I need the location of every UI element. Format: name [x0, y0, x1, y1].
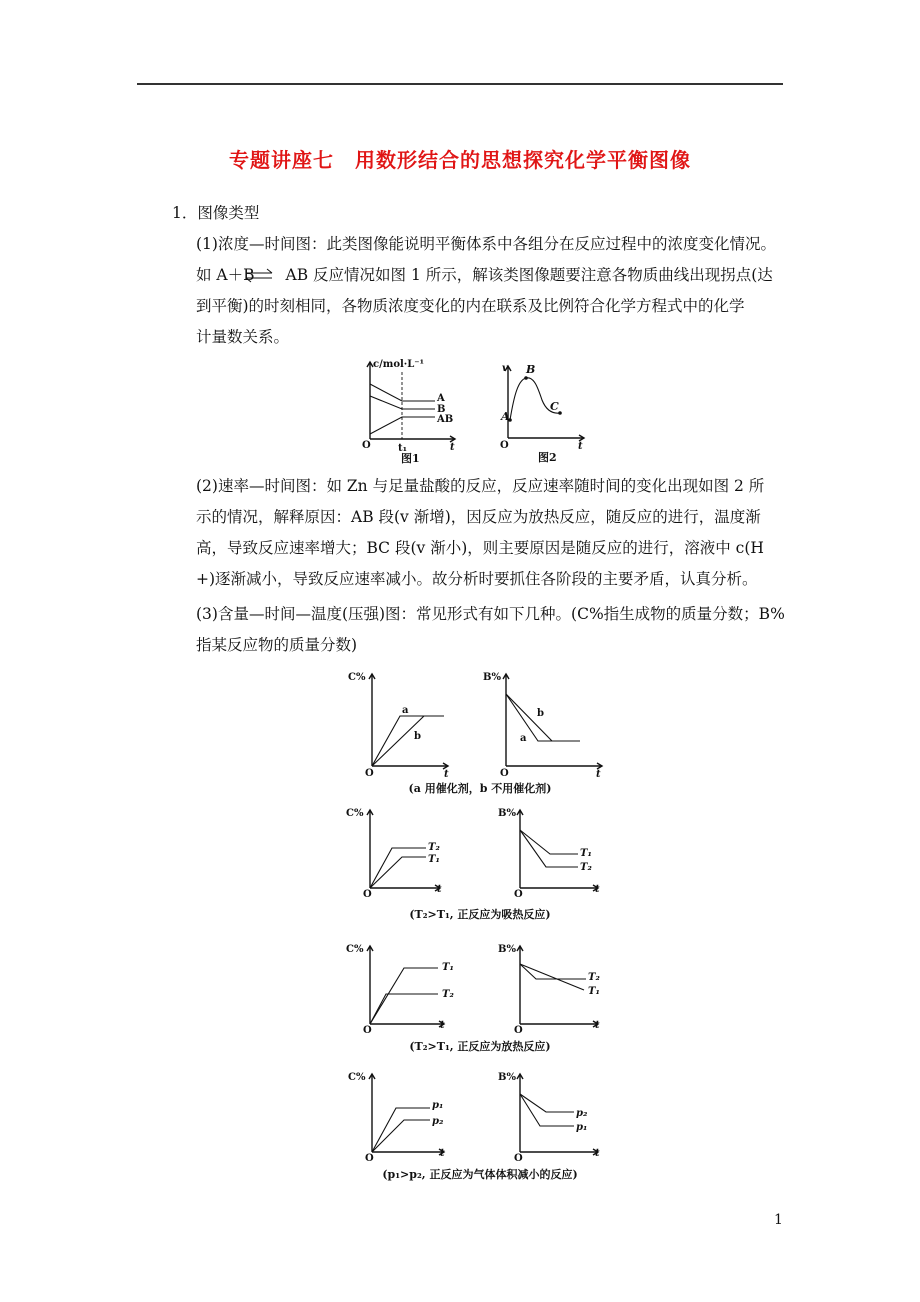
pres-left-label-p1: p₁ — [432, 1100, 444, 1111]
fig1-ylabel: c/mol·L⁻¹ — [373, 359, 424, 370]
cat-right-curve-b — [506, 694, 552, 741]
fig1-caption: 图1 — [401, 452, 420, 465]
fig1-origin: O — [362, 440, 371, 451]
endo-right-label-T1: T₁ — [580, 848, 592, 859]
fig2-xlabel: t — [578, 441, 583, 452]
exo-left-ylabel: C% — [346, 944, 364, 955]
fig1-label-A: A — [437, 393, 445, 404]
figure-row-pressure — [340, 1064, 620, 1188]
header-rule — [137, 83, 783, 85]
pres-right-label-p2: p₂ — [576, 1108, 588, 1119]
pres-right-origin: O — [514, 1153, 523, 1164]
para2-line1: (2)速率—时间图：如 Zn 与足量盐酸的反应，反应速率随时间的变化出现如图 2 所 — [196, 477, 765, 495]
figure-row-catalyst — [340, 664, 620, 798]
cat-right-origin: O — [500, 768, 509, 779]
pres-right-ylabel: B% — [498, 1072, 516, 1083]
fig1-label-B: B — [437, 404, 446, 415]
page-title: 专题讲座七 用数形结合的思想探究化学平衡图像 — [229, 148, 691, 172]
para2-line2: 示的情况，解释原因：AB 段(v 渐增)，因反应为放热反应，随反应的进行，温度渐 — [196, 508, 761, 526]
endo-right-xlabel: t — [595, 884, 600, 895]
figure-2-rate-time — [496, 358, 596, 466]
exo-right-origin: O — [514, 1025, 523, 1036]
exo-right-ylabel: B% — [498, 944, 516, 955]
pres-left-label-p2: p₂ — [432, 1116, 444, 1127]
fig2-label-B: B — [526, 363, 536, 376]
exo-curve-T2 — [370, 994, 438, 1024]
para3-line1: (3)含量—时间—温度(压强)图：常见形式有如下几种。(C%指生成物的质量分数；B% — [196, 605, 785, 623]
pres-left-origin: O — [365, 1153, 374, 1164]
endo-left-label-T2: T₂ — [428, 842, 440, 853]
pres-right-curve-p2 — [520, 1094, 574, 1112]
fig1-curve-B — [370, 396, 435, 409]
exo-right-curve-T1 — [520, 964, 584, 990]
pres-caption: (p₁>p₂, 正反应为气体体积减小的反应) — [382, 1168, 578, 1181]
para1-line1: (1)浓度—时间图：此类图像能说明平衡体系中各组分在反应过程中的浓度变化情况。 — [196, 235, 776, 253]
para3-line2: 指某反应物的质量分数) — [196, 636, 358, 654]
exo-right-label-T2: T₂ — [588, 972, 600, 983]
fig1-t1-label: t₁ — [398, 443, 407, 454]
cat-caption: (a 用催化剂，b 不用催化剂) — [408, 782, 552, 795]
cat-left-ylabel: C% — [348, 672, 366, 683]
endo-caption: (T₂>T₁, 正反应为吸热反应) — [409, 908, 551, 921]
figure-row-endothermic — [340, 800, 620, 926]
page-number: 1 — [774, 1212, 783, 1228]
endo-left-ylabel: C% — [346, 808, 364, 819]
reversible-arrow-icon — [244, 268, 274, 284]
cat-right-ylabel: B% — [483, 672, 501, 683]
figure-row-exothermic — [340, 936, 620, 1060]
para1-line2: 如 A＋B AB 反应情况如图 1 所示，解该类图像题要注意各物质曲线出现拐点(达 — [196, 266, 773, 284]
exo-right-curve-T2 — [520, 964, 586, 979]
cat-left-origin: O — [365, 768, 374, 779]
exo-curve-T1 — [370, 968, 438, 1024]
pres-left-xlabel: t — [440, 1148, 445, 1159]
pres-right-label-p1: p₁ — [576, 1122, 588, 1133]
fig2-label-A: A — [501, 410, 510, 423]
endo-right-label-T2: T₂ — [580, 862, 592, 873]
exo-left-label-T1: T₁ — [442, 962, 454, 973]
cat-right-label-b: b — [537, 708, 544, 719]
pres-right-curve-p1 — [520, 1094, 574, 1126]
endo-right-curve-T2 — [520, 830, 578, 867]
figure-1-concentration-time — [360, 354, 470, 466]
fig2-ylabel: v — [502, 363, 508, 374]
fig2-rate-curve — [510, 378, 560, 420]
cat-left-label-b: b — [414, 731, 421, 742]
cat-right-label-a: a — [520, 733, 527, 744]
para2-line4: +)逐渐减小，导致反应速率减小。故分析时要抓住各阶段的主要矛盾，认真分析。 — [196, 570, 758, 588]
para2-line3: 高，导致反应速率增大；BC 段(v 渐小)，则主要原因是随反应的进行，溶液中 c(H — [196, 539, 764, 557]
exo-caption: (T₂>T₁, 正反应为放热反应) — [409, 1040, 551, 1053]
cat-left-label-a: a — [402, 705, 409, 716]
pres-curve-p1 — [372, 1108, 430, 1152]
fig1-curve-AB — [370, 417, 435, 434]
exo-left-label-T2: T₂ — [442, 989, 454, 1000]
pres-right-xlabel: t — [595, 1148, 600, 1159]
fig2-caption: 图2 — [538, 451, 557, 464]
fig1-xlabel: t — [450, 442, 455, 453]
endo-curve-T2 — [370, 848, 426, 888]
cat-curve-a — [372, 716, 444, 766]
pres-left-ylabel: C% — [348, 1072, 366, 1083]
fig1-label-AB: AB — [437, 414, 454, 425]
endo-right-origin: O — [514, 889, 523, 900]
fig2-origin: O — [500, 440, 509, 451]
endo-left-origin: O — [363, 889, 372, 900]
exo-left-xlabel: t — [440, 1020, 445, 1031]
endo-left-label-T1: T₁ — [428, 854, 440, 865]
exo-right-label-T1: T₁ — [588, 986, 600, 997]
fig2-point-B — [524, 376, 528, 380]
fig1-curve-A — [370, 384, 435, 401]
para1-line4: 计量数关系。 — [196, 328, 290, 346]
para1-line3: 到平衡)的时刻相同，各物质浓度变化的内在联系及比例符合化学方程式中的化学 — [196, 297, 745, 315]
exo-left-origin: O — [363, 1025, 372, 1036]
cat-left-xlabel: t — [444, 769, 449, 780]
cat-right-xlabel: t — [596, 769, 601, 780]
endo-left-xlabel: t — [437, 884, 442, 895]
endo-right-ylabel: B% — [498, 808, 516, 819]
section-heading: 1．图像类型 — [172, 204, 260, 222]
exo-right-xlabel: t — [595, 1020, 600, 1031]
fig2-label-C: C — [550, 400, 559, 413]
